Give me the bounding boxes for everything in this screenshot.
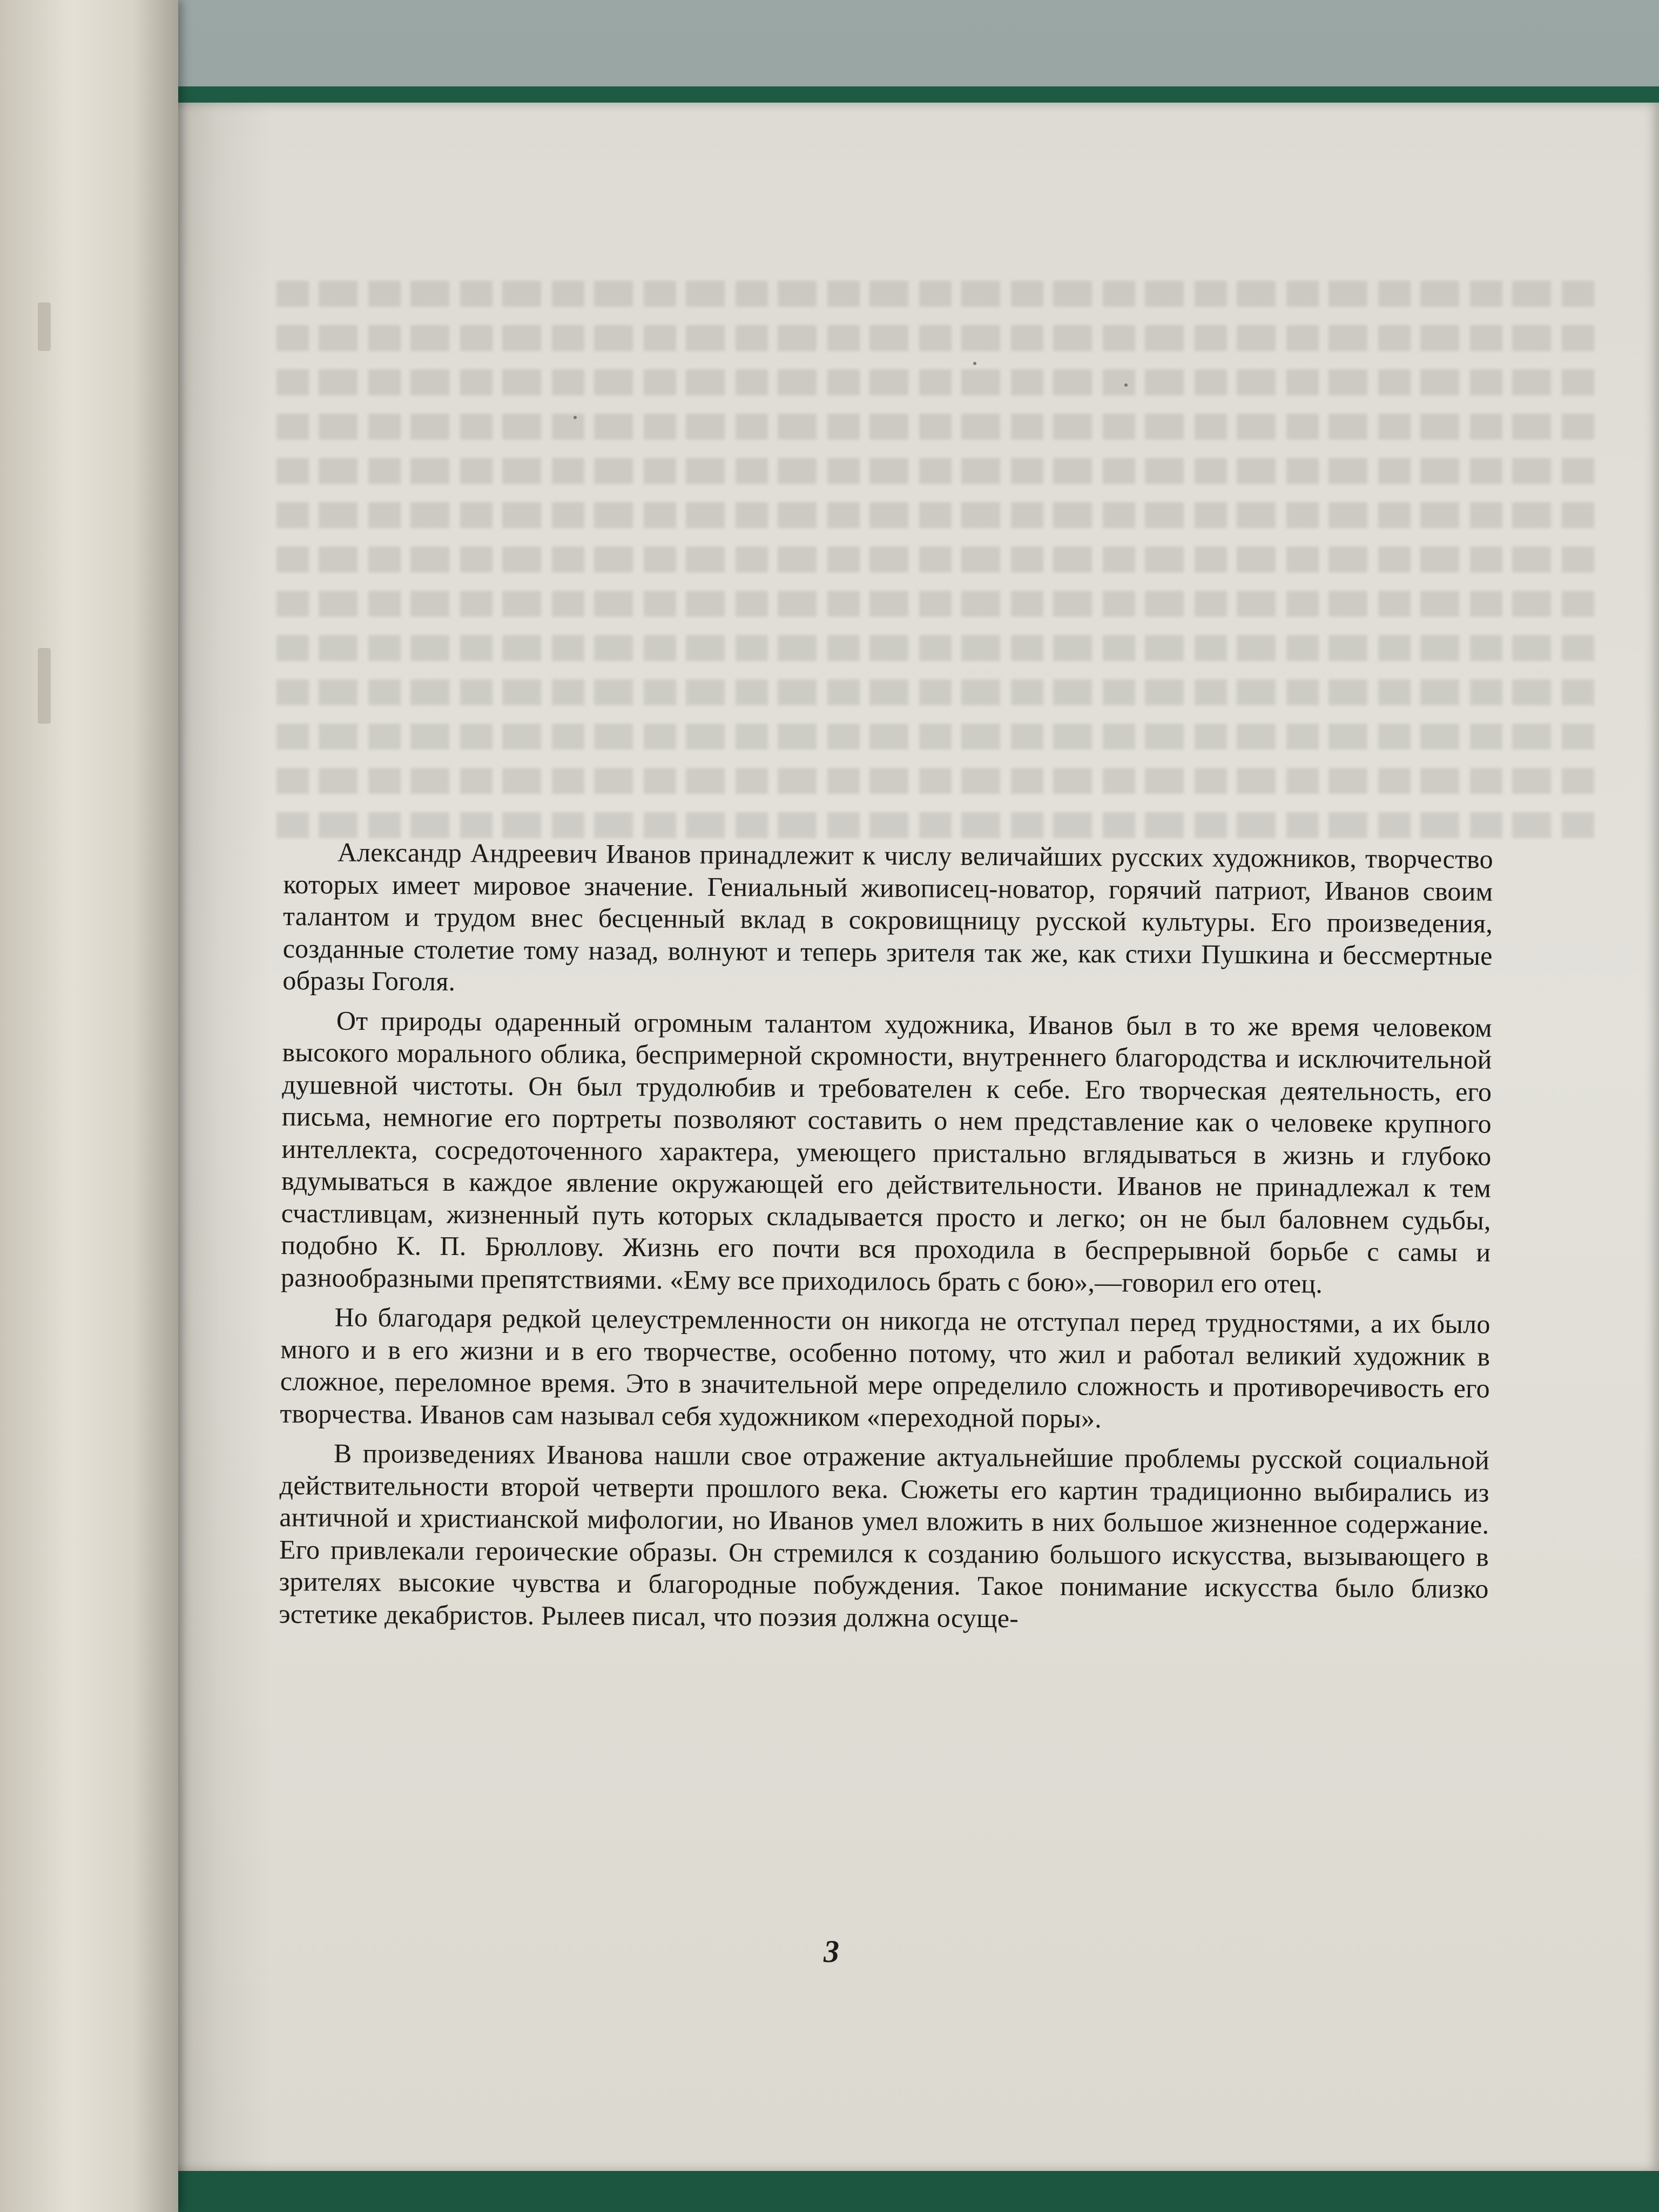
paper-speck — [1124, 383, 1128, 387]
show-through-text — [276, 281, 1600, 875]
paper-speck — [574, 416, 577, 419]
paragraph-3: Но благодаря редкой целеустремленности он никогда не отступал перед трудностями, а их было много и в его жизни и в его творчестве, особенно потому, что жил и работал великий художник в сложное, переломное время. Это в значительной мере определило сложность и противоречивость его творчества. Иванов сам называл себя художником «переходной поры». — [280, 1301, 1491, 1433]
paragraph-1: Александр Андреевич Иванов принадлежит к числу величайших русских художников, творчество которых имеет мировое значение. Гениальный живописец-новатор, горячий патриот, Иванов своим талантом и трудом внес бесценный вклад в сокровищницу русской культуры. Его произведения, созданные столетие тому назад, волнуют и теперь зрителя так же, как стихи Пушкина и бессмертные образы Гоголя. — [282, 837, 1493, 996]
left-page-mark — [38, 302, 51, 351]
body-text — [279, 836, 1493, 1645]
paragraph-4: В произведениях Иванова нашли свое отражение актуальнейшие проблемы русской социальной действительности второй четверти прошлого века. Сюжеты его картин традиционно выбирались из античной и христианской мифологии, но Иванов умел вложить в них большое жизненное содержание. Его привлекали героические образы. Он стремился к созданию большого искусства, вызывающего в зрителях высокие чувства и благородные побуждения. Такое понимание искусства было близко эстетике декабристов. Рылеев писал, что поэзия должна осуще- — [279, 1438, 1490, 1633]
page-number: 3 — [824, 1934, 839, 1969]
left-page-mark — [38, 648, 51, 724]
paragraph-2: От природы одаренный огромным талантом художника, Иванов был в то же время человеком высокого морального облика, беспримерной скромности, внутреннего благородства и исключительной душевной чистоты. Он был трудолюбив и требователен к себе. Его творческая деятельность, его письма, немногие его портреты позволяют составить о нем представление как о человеке крупного интеллекта, сосредоточенного характера, умеющего пристально вглядываться в жизнь и глубоко вдумываться в каждое явление окружающей его действительности. Иванов не принадлежал к тем счастливцам, жизненный путь которых складывается просто и легко; он не был баловнем судьбы, подобно К. П. Брюллову. Жизнь его почти вся проходила в беспрерывной борьбе с самы и разнообразными препятствиями. «Ему все приходилось брать с бою»,—говорил его отец. — [280, 1005, 1493, 1299]
paper-speck — [973, 362, 976, 365]
left-page-edge — [0, 0, 178, 2212]
